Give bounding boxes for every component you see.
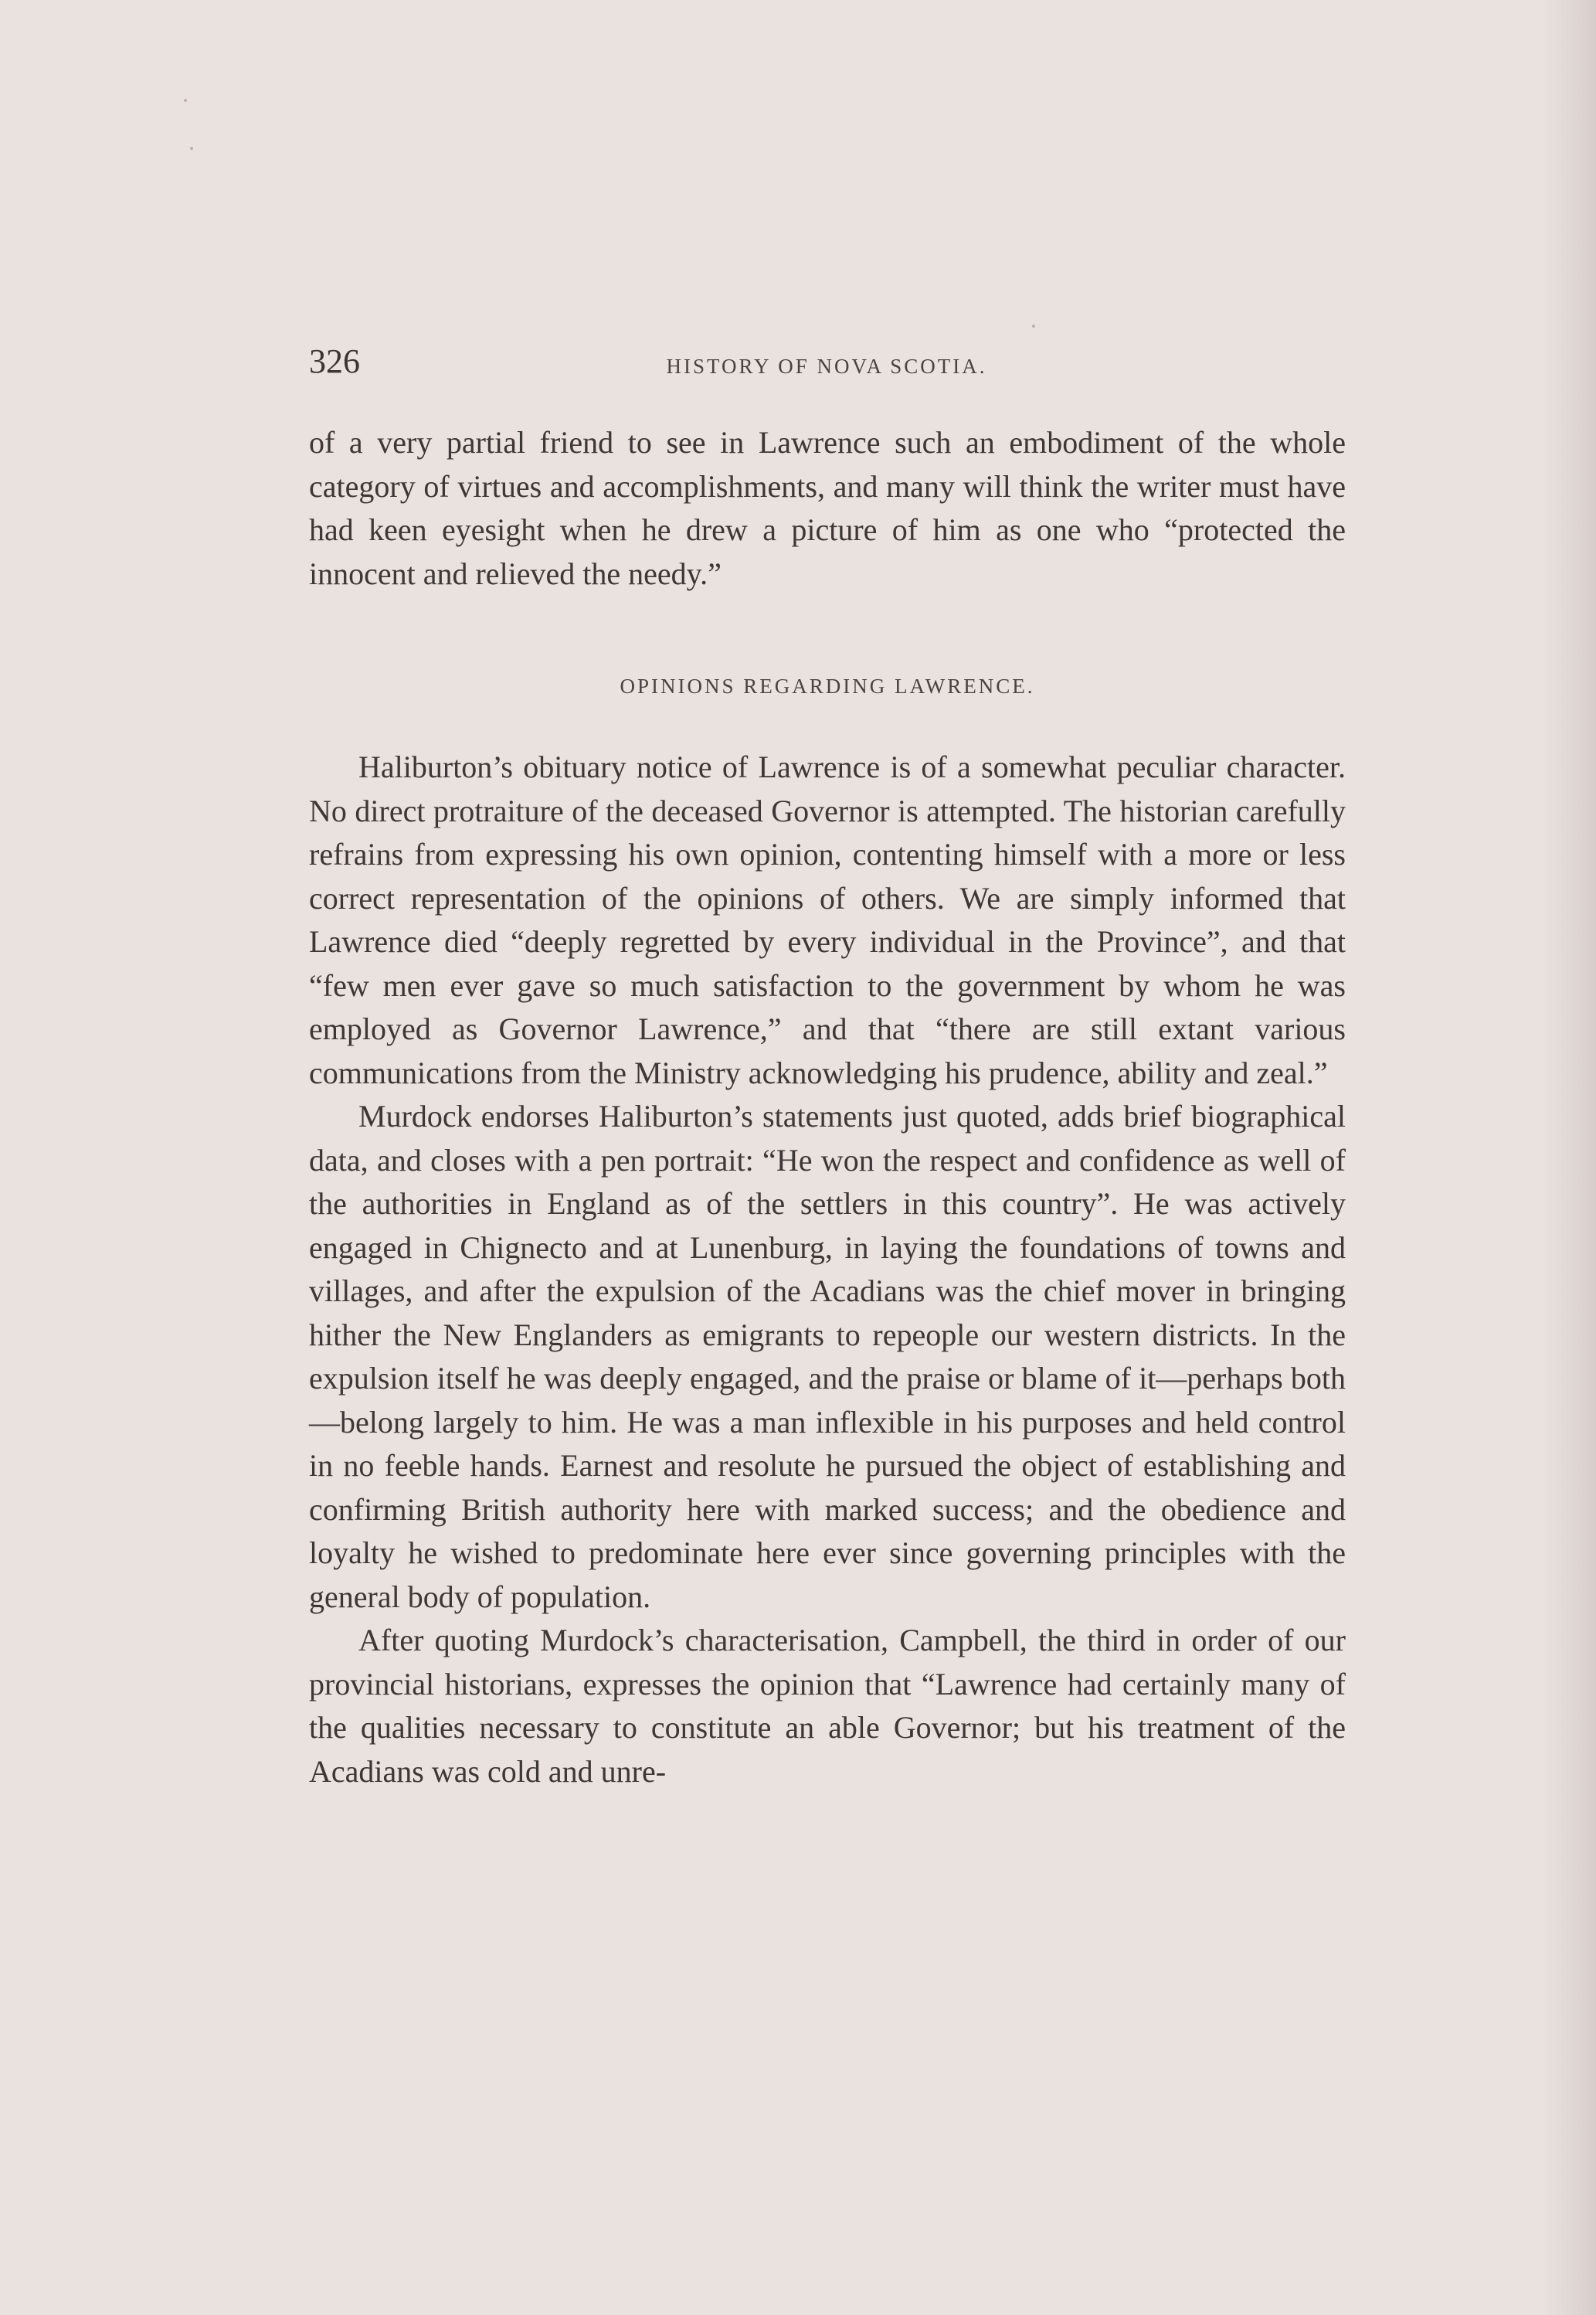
paper-speck [190,147,193,150]
page-number: 326 [309,342,360,380]
page-edge-shadow [1542,0,1596,2315]
paper-speck [1032,325,1035,328]
running-head [309,338,1344,385]
section-body [309,746,1346,1793]
paragraph-campbell: After quoting Murdock’s characterisation, Campbell, the third in order of our provincial historians, expresses the opinion that “Lawrence had certainly many of the qualities necessary to constitute an able Governor; but his treatment of the Acadians was cold and unre- [309,1623,1346,1789]
section-heading: OPINIONS REGARDING LAWRENCE. [620,675,1035,698]
paragraph-murdock: Murdock endorses Haliburton’s statements just quoted, adds brief biographical data, and closes with a pen portrait: “He won the respect and confidence as well of the authorities in England as of the settlers in this country”. He was actively engaged in Chignecto and at Lunenburg, in laying the foundations of towns and villages, and after the expulsion of the Acadians was the chief mover in bringing hither the New Englanders as emigrants to repeople our western districts. In the expulsion itself he was deeply engaged, and the praise or blame of it—perhaps both—belong largely to him. He was a man inflexible in his purposes and held control in no feeble hands. Earnest and resolute he pursued the object of establishing and confirming British authority here with marked success; and the obedience and loyalty he wished to predominate here ever since governing principles with the general body of population. [309,1099,1346,1614]
running-title: HISTORY OF NOVA SCOTIA. [666,355,987,378]
opening-paragraph: of a very partial friend to see in Lawrence such an embodiment of the whole category of virtues and accomplishments, and many will think the writer must have had keen eyesight when he drew a picture of him as one who “protected the innocent and relieved the needy.” [309,425,1346,591]
paragraph-haliburton: Haliburton’s obituary notice of Lawrence is of a somewhat peculiar character. No direct protraiture of the deceased Governor is attempted. The historian carefully refrains from expressing his own opinion, contenting himself with a more or less correct representation of the opinions of others. We are simply informed that Lawrence died “deeply regretted by every individual in the Province”, and that “few men ever gave so much satisfaction to the government by whom he was employed as Governor Lawrence,” and that “there are still extant various communications from the Ministry acknowledging his prudence, ability and zeal.” [309,750,1346,1090]
paper-speck [184,99,187,102]
